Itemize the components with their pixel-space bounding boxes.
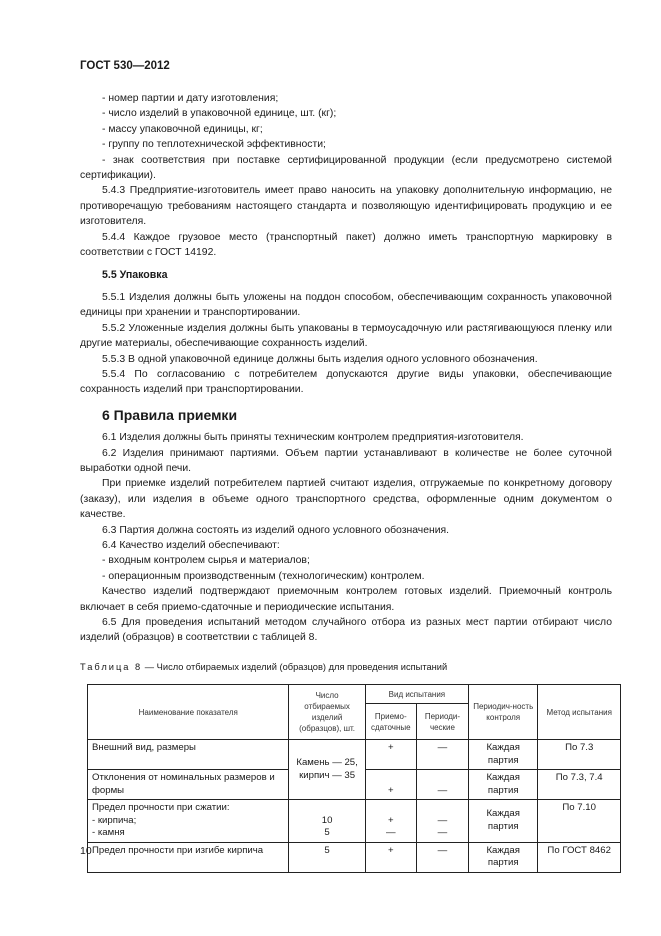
paragraph: 5.4.4 Каждое грузовое место (транспортный пакет) должно иметь транспортную маркировку в соответствии с ГОСТ 14192. bbox=[80, 231, 612, 259]
cell-count bbox=[289, 800, 365, 843]
table-row bbox=[88, 800, 621, 843]
paragraph: - операционным производственным (технологическим) контролем. bbox=[102, 570, 425, 582]
header-name: Наименование показателя bbox=[88, 685, 289, 740]
cell-count-value: 10 bbox=[321, 814, 333, 826]
paragraph: - число изделий в упаковочной единице, шт. (кг); bbox=[102, 108, 337, 120]
cell-frequency: Каждая партия bbox=[469, 740, 538, 770]
cell-name: Внешний вид, размеры bbox=[88, 740, 289, 770]
document-body bbox=[80, 91, 612, 873]
paragraph: Качество изделий подтверждают приемочным контролем готовых изделий. Приемочный контроль включает в себя приемо-сдаточные и периодические испытания. bbox=[80, 586, 612, 613]
cell-method: По 7.3 bbox=[538, 740, 621, 770]
paragraph: 5.4.3 Предприятие-изготовитель имеет право наносить на упаковку дополнительную информацию, не противоречащую требованиям настоящего стандарта и позволяющую идентифицировать продукцию и ее изготовителя. bbox=[80, 185, 612, 228]
paragraph: - входным контролем сырья и материалов; bbox=[102, 555, 310, 567]
header-acceptance: Приемо-сдаточные bbox=[365, 704, 416, 740]
table-caption-prefix: Таблица 8 bbox=[80, 661, 143, 672]
paragraph: 6.1 Изделия должны быть приняты техническим контролем предприятия-изготовителя. bbox=[102, 432, 524, 444]
cell-periodic: — bbox=[416, 842, 468, 872]
paragraph: 5.5.1 Изделия должны быть уложены на поддон способом, обеспечивающим сохранность упаковочной единицы при хранении и транспортировании. bbox=[80, 291, 612, 319]
cell-frequency: Каждая партия bbox=[469, 842, 538, 872]
cell-acceptance bbox=[365, 800, 416, 843]
cell-name-sub: - кирпича; bbox=[92, 814, 137, 826]
cell-acceptance-value: + bbox=[387, 814, 394, 826]
paragraph: - знак соответствия при поставке сертифицированной продукции (если предусмотрено системой сертификации). bbox=[80, 154, 612, 182]
cell-frequency: Каждая партия bbox=[469, 770, 538, 800]
table-row bbox=[88, 740, 621, 770]
header-method: Метод испытания bbox=[538, 685, 621, 740]
cell-periodic: — bbox=[416, 770, 468, 800]
cell-acceptance: + bbox=[365, 842, 416, 872]
document-header: ГОСТ 530—2012 bbox=[80, 60, 170, 72]
paragraph: 5.5.2 Уложенные изделия должны быть упакованы в термоусадочную или растягивающуюся пленку или другие материалы, обеспечивающие сохранность изделий. bbox=[80, 322, 612, 350]
header-periodic: Периоди-ческие bbox=[416, 704, 468, 740]
cell-name: Отклонения от номинальных размеров и формы bbox=[88, 770, 289, 800]
page-number: 10 bbox=[80, 845, 92, 857]
paragraph: 5.5.4 По согласованию с потребителем допускаются другие виды упаковки, обеспечивающие сохранность изделий при транспортировании. bbox=[80, 368, 612, 396]
cell-method: По 7.10 bbox=[538, 800, 621, 843]
paragraph: 6.2 Изделия принимают партиями. Объем партии устанавливают в количестве не более суточной выработки одной печи. bbox=[80, 447, 612, 474]
paragraph: - группу по теплотехнической эффективности; bbox=[102, 139, 326, 151]
cell-periodic: — bbox=[416, 740, 468, 770]
cell-count-value: 5 bbox=[324, 827, 330, 839]
cell-acceptance: + bbox=[365, 770, 416, 800]
sampling-table bbox=[87, 684, 621, 873]
header-count: Число отбираемых изделий (образцов), шт. bbox=[289, 685, 365, 740]
cell-periodic-value: — bbox=[437, 827, 448, 839]
cell-name-sub: - камня bbox=[92, 827, 125, 839]
cell-acceptance: + bbox=[365, 740, 416, 770]
cell-frequency: Каждая партия bbox=[469, 800, 538, 843]
paragraph: - массу упаковочной единицы, кг; bbox=[102, 123, 263, 135]
header-test-type: Вид испытания bbox=[365, 685, 468, 704]
table-row bbox=[88, 842, 621, 872]
cell-name bbox=[88, 800, 289, 843]
section-heading: 5.5 Упаковка bbox=[102, 269, 168, 282]
paragraph: 5.5.3 В одной упаковочной единице должны быть изделия одного условного обозначения. bbox=[102, 353, 538, 365]
table-caption-text: — Число отбираемых изделий (образцов) для проведения испытаний bbox=[142, 661, 448, 672]
paragraph: 6.4 Качество изделий обеспечивают: bbox=[102, 539, 280, 551]
section-heading: 6 Правила приемки bbox=[102, 406, 238, 423]
header-frequency: Периодич-ность контроля bbox=[469, 685, 538, 740]
table-caption bbox=[80, 660, 612, 675]
cell-periodic bbox=[416, 800, 468, 843]
paragraph: При приемке изделий потребителем партией считают изделия, отгружаемые по конкретному договору (заказу), или изделия в объеме одного транспортного средства, оформленные одним документом о качестве. bbox=[80, 478, 612, 521]
cell-count: Камень — 25, кирпич — 35 bbox=[289, 740, 365, 800]
paragraph: 6.5 Для проведения испытаний методом случайного отбора из разных мест партии отбирают число изделий (образцов) в соответствии с таблицей 8. bbox=[80, 617, 612, 644]
cell-periodic-value: — bbox=[437, 814, 448, 826]
paragraph: 6.3 Партия должна состоять из изделий одного условного обозначения. bbox=[102, 524, 450, 536]
cell-name-title: Предел прочности при сжатии: bbox=[92, 802, 230, 814]
cell-name: Предел прочности при изгибе кирпича bbox=[88, 842, 289, 872]
cell-acceptance-value: — bbox=[385, 827, 396, 839]
paragraph: - номер партии и дату изготовления; bbox=[102, 93, 279, 104]
cell-method: По ГОСТ 8462 bbox=[538, 842, 621, 872]
cell-method: По 7.3, 7.4 bbox=[538, 770, 621, 800]
cell-count: 5 bbox=[289, 842, 365, 872]
